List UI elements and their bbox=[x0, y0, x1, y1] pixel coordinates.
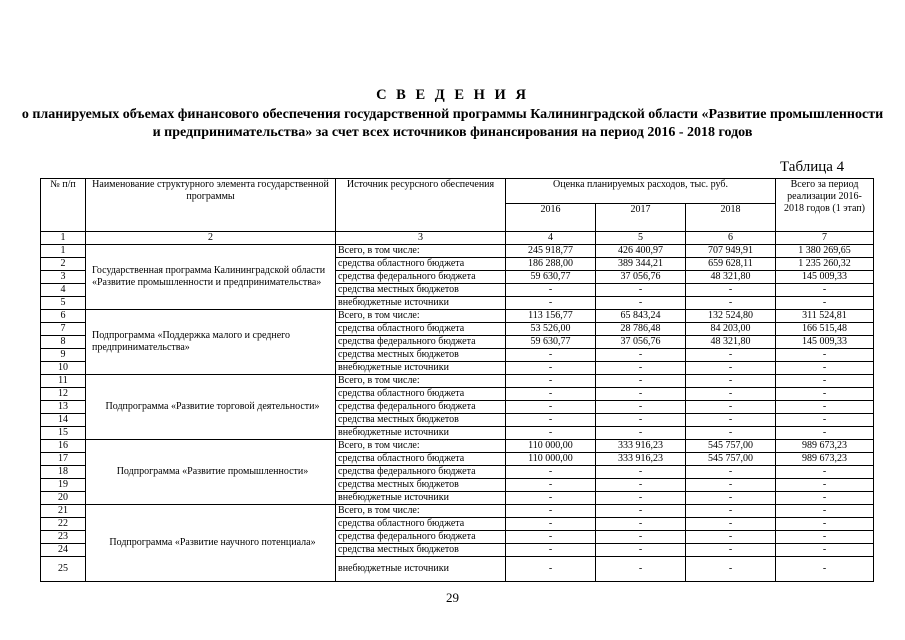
funding-source: средства местных бюджетов bbox=[336, 284, 506, 297]
row-number: 21 bbox=[41, 505, 86, 518]
value-2017: - bbox=[596, 388, 686, 401]
value-2016: 110 000,00 bbox=[506, 440, 596, 453]
row-number: 7 bbox=[41, 323, 86, 336]
row-number: 16 bbox=[41, 440, 86, 453]
value-2017: 426 400,97 bbox=[596, 245, 686, 258]
header-year-2018: 2018 bbox=[686, 204, 776, 232]
column-number: 5 bbox=[596, 232, 686, 245]
funding-source: средства федерального бюджета bbox=[336, 531, 506, 544]
value-2017: - bbox=[596, 479, 686, 492]
value-total: 311 524,81 bbox=[776, 310, 874, 323]
table-row bbox=[41, 375, 874, 388]
funding-source: средства федерального бюджета bbox=[336, 466, 506, 479]
value-total: 145 009,33 bbox=[776, 336, 874, 349]
column-number-row bbox=[41, 232, 874, 245]
row-number: 25 bbox=[41, 557, 86, 582]
value-2018: - bbox=[686, 349, 776, 362]
value-2016: - bbox=[506, 544, 596, 557]
funding-source: внебюджетные источники bbox=[336, 492, 506, 505]
value-2016: 53 526,00 bbox=[506, 323, 596, 336]
row-number: 13 bbox=[41, 401, 86, 414]
value-2016: - bbox=[506, 414, 596, 427]
value-2017: - bbox=[596, 297, 686, 310]
value-2016: - bbox=[506, 479, 596, 492]
row-number: 19 bbox=[41, 479, 86, 492]
value-2016: - bbox=[506, 518, 596, 531]
value-total: 1 380 269,65 bbox=[776, 245, 874, 258]
value-total: 145 009,33 bbox=[776, 271, 874, 284]
value-2016: 113 156,77 bbox=[506, 310, 596, 323]
value-2018: - bbox=[686, 479, 776, 492]
program-name: Подпрограмма «Развитие научного потенциала» bbox=[86, 505, 336, 582]
value-2016: - bbox=[506, 427, 596, 440]
table-row bbox=[41, 505, 874, 518]
row-number: 22 bbox=[41, 518, 86, 531]
row-number: 6 bbox=[41, 310, 86, 323]
value-2017: - bbox=[596, 427, 686, 440]
column-number: 2 bbox=[86, 232, 336, 245]
value-2016: - bbox=[506, 349, 596, 362]
row-number: 17 bbox=[41, 453, 86, 466]
value-2017: - bbox=[596, 401, 686, 414]
value-2017: - bbox=[596, 349, 686, 362]
value-2017: 65 843,24 bbox=[596, 310, 686, 323]
column-number: 7 bbox=[776, 232, 874, 245]
value-total: - bbox=[776, 362, 874, 375]
value-total: - bbox=[776, 466, 874, 479]
document-title: С В Е Д Е Н И Я bbox=[376, 87, 529, 103]
value-2018: - bbox=[686, 414, 776, 427]
value-2018: - bbox=[686, 375, 776, 388]
value-2017: - bbox=[596, 284, 686, 297]
value-2016: 186 288,00 bbox=[506, 258, 596, 271]
row-number: 4 bbox=[41, 284, 86, 297]
header-num: № п/п bbox=[41, 179, 86, 232]
row-number: 10 bbox=[41, 362, 86, 375]
value-2016: - bbox=[506, 362, 596, 375]
value-total: - bbox=[776, 297, 874, 310]
funding-source: средства местных бюджетов bbox=[336, 479, 506, 492]
value-total: - bbox=[776, 557, 874, 582]
value-2018: - bbox=[686, 427, 776, 440]
funding-source: средства областного бюджета bbox=[336, 453, 506, 466]
value-2016: - bbox=[506, 284, 596, 297]
value-2017: 28 786,48 bbox=[596, 323, 686, 336]
value-total: - bbox=[776, 492, 874, 505]
row-number: 15 bbox=[41, 427, 86, 440]
value-total: - bbox=[776, 531, 874, 544]
value-2017: 37 056,76 bbox=[596, 271, 686, 284]
value-total: - bbox=[776, 544, 874, 557]
value-2018: 48 321,80 bbox=[686, 271, 776, 284]
row-number: 5 bbox=[41, 297, 86, 310]
value-2016: - bbox=[506, 557, 596, 582]
funding-source: средства областного бюджета bbox=[336, 518, 506, 531]
row-number: 9 bbox=[41, 349, 86, 362]
value-2018: - bbox=[686, 505, 776, 518]
value-total: - bbox=[776, 505, 874, 518]
column-number: 4 bbox=[506, 232, 596, 245]
value-2018: 84 203,00 bbox=[686, 323, 776, 336]
value-2018: - bbox=[686, 544, 776, 557]
table-label: Таблица 4 bbox=[780, 159, 845, 175]
value-2018: 707 949,91 bbox=[686, 245, 776, 258]
funding-source: Всего, в том числе: bbox=[336, 310, 506, 323]
table-row bbox=[41, 245, 874, 258]
funding-source: средства федерального бюджета bbox=[336, 336, 506, 349]
row-number: 8 bbox=[41, 336, 86, 349]
program-name: Государственная программа Калининградской области «Развитие промышленности и предпринимательства» bbox=[86, 245, 336, 310]
value-2017: - bbox=[596, 466, 686, 479]
value-2016: 245 918,77 bbox=[506, 245, 596, 258]
row-number: 1 bbox=[41, 245, 86, 258]
value-2016: - bbox=[506, 375, 596, 388]
funding-source: средства областного бюджета bbox=[336, 323, 506, 336]
value-2017: - bbox=[596, 362, 686, 375]
value-total: - bbox=[776, 284, 874, 297]
funding-source: внебюджетные источники bbox=[336, 427, 506, 440]
value-2018: - bbox=[686, 557, 776, 582]
header-total: Всего за период реализации 2016-2018 годов (1 этап) bbox=[776, 179, 874, 232]
value-2018: - bbox=[686, 297, 776, 310]
funding-source: внебюджетные источники bbox=[336, 557, 506, 582]
table-row bbox=[41, 440, 874, 453]
program-name: Подпрограмма «Поддержка малого и среднего предпринимательства» bbox=[86, 310, 336, 375]
funding-source: средства областного бюджета bbox=[336, 258, 506, 271]
value-2018: - bbox=[686, 284, 776, 297]
value-2017: - bbox=[596, 557, 686, 582]
funding-source: Всего, в том числе: bbox=[336, 375, 506, 388]
funding-source: средства федерального бюджета bbox=[336, 271, 506, 284]
value-2016: 59 630,77 bbox=[506, 336, 596, 349]
row-number: 20 bbox=[41, 492, 86, 505]
value-2018: - bbox=[686, 466, 776, 479]
document-subtitle: о планируемых объемах финансового обеспечения государственной программы Калининградской области «Развитие промышленности и предпринимательства» за счет всех источников финансирования на период 2016 - 2018 годов bbox=[21, 107, 884, 140]
row-number: 12 bbox=[41, 388, 86, 401]
value-2018: - bbox=[686, 388, 776, 401]
value-2016: 110 000,00 bbox=[506, 453, 596, 466]
value-total: - bbox=[776, 414, 874, 427]
value-2016: - bbox=[506, 505, 596, 518]
header-element: Наименование структурного элемента государственной программы bbox=[86, 179, 336, 232]
funding-source: Всего, в том числе: bbox=[336, 440, 506, 453]
column-number: 6 bbox=[686, 232, 776, 245]
value-total: - bbox=[776, 479, 874, 492]
value-total: - bbox=[776, 518, 874, 531]
funding-source: средства федерального бюджета bbox=[336, 401, 506, 414]
value-2017: - bbox=[596, 544, 686, 557]
value-2017: - bbox=[596, 518, 686, 531]
value-total: 989 673,23 bbox=[776, 440, 874, 453]
header-estimate: Оценка планируемых расходов, тыс. руб. bbox=[506, 179, 776, 204]
value-2018: 48 321,80 bbox=[686, 336, 776, 349]
value-2017: 389 344,21 bbox=[596, 258, 686, 271]
value-total: - bbox=[776, 427, 874, 440]
value-2018: - bbox=[686, 518, 776, 531]
value-2017: - bbox=[596, 505, 686, 518]
value-total: - bbox=[776, 349, 874, 362]
program-name: Подпрограмма «Развитие торговой деятельности» bbox=[86, 375, 336, 440]
value-total: - bbox=[776, 401, 874, 414]
value-total: 1 235 260,32 bbox=[776, 258, 874, 271]
funding-source: средства местных бюджетов bbox=[336, 414, 506, 427]
value-total: 989 673,23 bbox=[776, 453, 874, 466]
funding-table bbox=[40, 178, 874, 582]
value-2016: - bbox=[506, 388, 596, 401]
value-2016: - bbox=[506, 297, 596, 310]
header-source: Источник ресурсного обеспечения bbox=[336, 179, 506, 232]
row-number: 24 bbox=[41, 544, 86, 557]
table-row bbox=[41, 310, 874, 323]
funding-source: внебюджетные источники bbox=[336, 297, 506, 310]
value-2017: - bbox=[596, 375, 686, 388]
funding-source: Всего, в том числе: bbox=[336, 505, 506, 518]
value-2017: 333 916,23 bbox=[596, 440, 686, 453]
funding-source: средства местных бюджетов bbox=[336, 349, 506, 362]
value-2017: - bbox=[596, 492, 686, 505]
value-2018: - bbox=[686, 401, 776, 414]
column-number: 3 bbox=[336, 232, 506, 245]
row-number: 18 bbox=[41, 466, 86, 479]
value-2017: 333 916,23 bbox=[596, 453, 686, 466]
value-2016: - bbox=[506, 466, 596, 479]
funding-source: внебюджетные источники bbox=[336, 362, 506, 375]
value-2018: - bbox=[686, 492, 776, 505]
row-number: 2 bbox=[41, 258, 86, 271]
table-body bbox=[41, 232, 874, 582]
page-number: 29 bbox=[446, 590, 459, 605]
value-2017: - bbox=[596, 531, 686, 544]
value-total: - bbox=[776, 388, 874, 401]
value-2017: - bbox=[596, 414, 686, 427]
value-2018: 659 628,11 bbox=[686, 258, 776, 271]
value-2018: 545 757,00 bbox=[686, 453, 776, 466]
value-total: - bbox=[776, 375, 874, 388]
funding-source: средства местных бюджетов bbox=[336, 544, 506, 557]
value-2018: 545 757,00 bbox=[686, 440, 776, 453]
value-total: 166 515,48 bbox=[776, 323, 874, 336]
value-2016: - bbox=[506, 492, 596, 505]
row-number: 14 bbox=[41, 414, 86, 427]
value-2016: - bbox=[506, 401, 596, 414]
value-2017: 37 056,76 bbox=[596, 336, 686, 349]
value-2016: - bbox=[506, 531, 596, 544]
value-2016: 59 630,77 bbox=[506, 271, 596, 284]
program-name: Подпрограмма «Развитие промышленности» bbox=[86, 440, 336, 505]
value-2018: - bbox=[686, 362, 776, 375]
funding-source: Всего, в том числе: bbox=[336, 245, 506, 258]
funding-source: средства областного бюджета bbox=[336, 388, 506, 401]
header-year-2016: 2016 bbox=[506, 204, 596, 232]
row-number: 3 bbox=[41, 271, 86, 284]
row-number: 23 bbox=[41, 531, 86, 544]
header-year-2017: 2017 bbox=[596, 204, 686, 232]
column-number: 1 bbox=[41, 232, 86, 245]
value-2018: 132 524,80 bbox=[686, 310, 776, 323]
value-2018: - bbox=[686, 531, 776, 544]
row-number: 11 bbox=[41, 375, 86, 388]
